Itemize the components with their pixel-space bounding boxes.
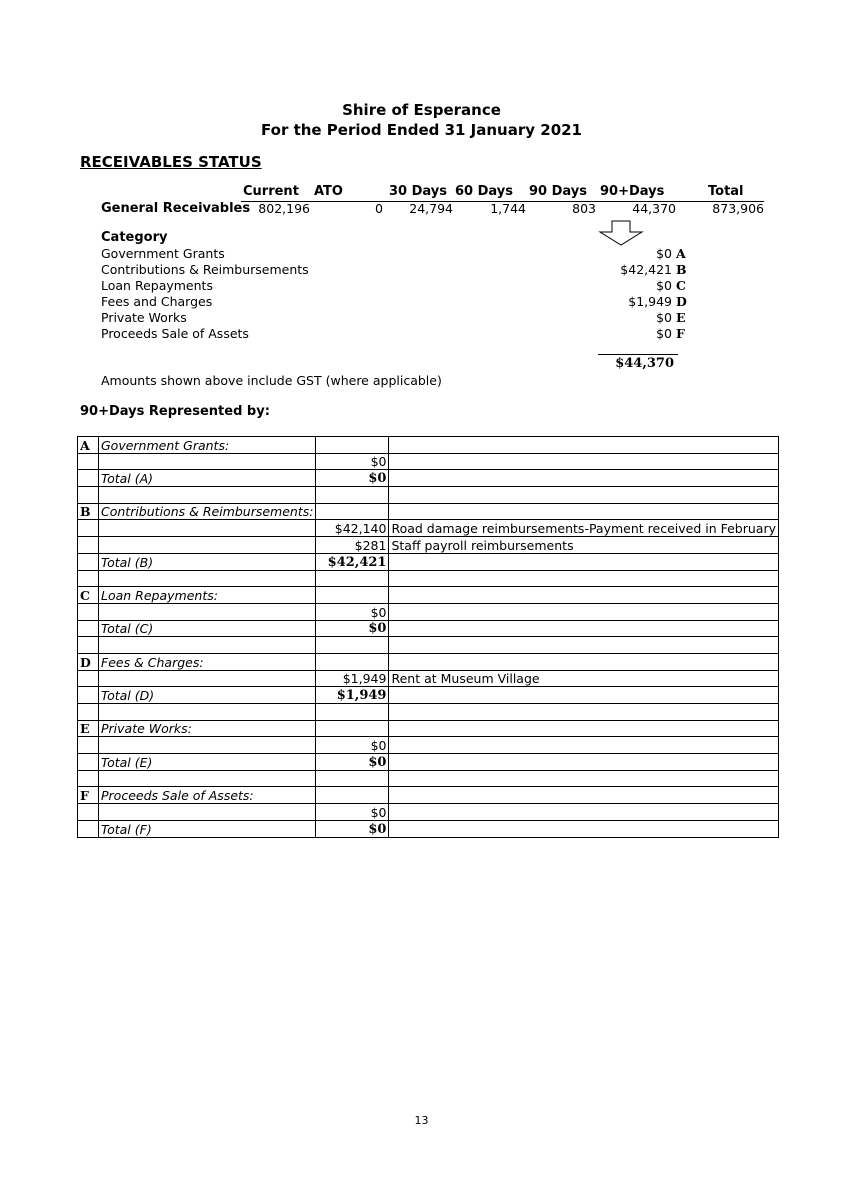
group-letter: F: [78, 787, 99, 804]
category-letter: D: [676, 294, 687, 309]
group-letter: A: [78, 437, 99, 454]
gst-note: Amounts shown above include GST (where applicable): [101, 373, 442, 388]
line-comment: [389, 737, 779, 754]
empty-cell: [78, 603, 99, 620]
group-total-label: Total (E): [99, 754, 316, 771]
category-letter: E: [676, 310, 686, 325]
empty-cell: [389, 653, 779, 670]
empty-cell: [389, 487, 779, 504]
line-comment: Road damage reimbursements-Payment received in February: [389, 520, 779, 537]
group-total-amount: $0: [316, 754, 389, 771]
header-total: Total: [708, 184, 744, 199]
category-total-line: [598, 354, 678, 355]
group-title-row: [78, 653, 779, 670]
group-total-row: [78, 620, 779, 637]
empty-cell: [316, 437, 389, 454]
empty-cell: [78, 537, 99, 554]
empty-cell: [99, 603, 316, 620]
empty-cell: [389, 820, 779, 837]
category-label: Proceeds Sale of Assets: [101, 326, 249, 341]
down-arrow-icon: [598, 220, 644, 246]
group-title: Proceeds Sale of Assets:: [99, 787, 316, 804]
empty-cell: [316, 503, 389, 520]
empty-cell: [78, 453, 99, 470]
empty-cell: [389, 503, 779, 520]
header-ato: ATO: [314, 184, 343, 199]
category-letter: A: [676, 246, 686, 261]
empty-cell: [78, 620, 99, 637]
line-amount: $42,140: [316, 520, 389, 537]
empty-cell: [316, 770, 389, 787]
header-90-days: 90 Days: [529, 184, 587, 199]
empty-cell: [316, 587, 389, 604]
empty-cell: [389, 787, 779, 804]
category-letter: F: [676, 326, 685, 341]
category-label: Contributions & Reimbursements: [101, 262, 309, 277]
group-total-row: [78, 820, 779, 837]
category-amount: $42,421: [620, 262, 672, 277]
org-title: Shire of Esperance: [342, 101, 501, 119]
empty-cell: [389, 754, 779, 771]
empty-cell: [99, 737, 316, 754]
empty-cell: [78, 470, 99, 487]
table-row: [78, 804, 779, 821]
empty-cell: [316, 570, 389, 587]
group-letter: C: [78, 587, 99, 604]
empty-cell: [78, 754, 99, 771]
page-number: 13: [414, 1114, 429, 1127]
empty-cell: [99, 487, 316, 504]
section-title: RECEIVABLES STATUS: [80, 153, 262, 171]
group-total-amount: $0: [316, 470, 389, 487]
value-90-plus-days: 44,370: [632, 201, 676, 216]
line-comment: Staff payroll reimbursements: [389, 537, 779, 554]
value-current: 802,196: [258, 201, 310, 216]
group-total-row: [78, 470, 779, 487]
empty-cell: [99, 570, 316, 587]
table-row: [78, 537, 779, 554]
category-amount: $0: [656, 278, 672, 293]
empty-cell: [389, 553, 779, 570]
empty-cell: [99, 670, 316, 687]
line-amount: $0: [316, 453, 389, 470]
line-amount: $0: [316, 603, 389, 620]
empty-cell: [316, 787, 389, 804]
category-amount: $1,949: [628, 294, 672, 309]
group-letter: D: [78, 653, 99, 670]
general-receivables-label: General Receivables: [101, 201, 251, 216]
empty-cell: [78, 487, 99, 504]
empty-cell: [78, 553, 99, 570]
line-amount: $0: [316, 737, 389, 754]
line-comment: [389, 804, 779, 821]
empty-cell: [316, 704, 389, 721]
category-total: $44,370: [615, 356, 674, 371]
table-row: [78, 520, 779, 537]
table-row: [78, 603, 779, 620]
empty-cell: [78, 770, 99, 787]
empty-cell: [78, 704, 99, 721]
table-row: [78, 737, 779, 754]
empty-cell: [389, 637, 779, 654]
group-letter: B: [78, 503, 99, 520]
empty-cell: [78, 670, 99, 687]
category-amount: $0: [656, 326, 672, 341]
category-letter: B: [676, 262, 687, 277]
group-total-label: Total (C): [99, 620, 316, 637]
empty-cell: [78, 737, 99, 754]
empty-cell: [99, 637, 316, 654]
group-total-label: Total (D): [99, 687, 316, 704]
group-total-amount: $0: [316, 820, 389, 837]
value-90-days: 803: [572, 201, 596, 216]
category-label: Loan Repayments: [101, 278, 213, 293]
empty-cell: [78, 687, 99, 704]
empty-cell: [389, 620, 779, 637]
spacer-row: [78, 704, 779, 721]
spacer-row: [78, 487, 779, 504]
group-title-row: [78, 503, 779, 520]
empty-cell: [78, 804, 99, 821]
header-60-days: 60 Days: [455, 184, 513, 199]
group-title: Loan Repayments:: [99, 587, 316, 604]
group-title-row: [78, 587, 779, 604]
group-total-amount: $0: [316, 620, 389, 637]
table-row: [78, 453, 779, 470]
category-label: Fees and Charges: [101, 294, 213, 309]
table-row: [78, 670, 779, 687]
detail-heading: 90+Days Represented by:: [80, 404, 270, 419]
group-title: Private Works:: [99, 720, 316, 737]
empty-cell: [316, 637, 389, 654]
group-total-row: [78, 553, 779, 570]
group-title: Fees & Charges:: [99, 653, 316, 670]
spacer-row: [78, 637, 779, 654]
group-title-row: [78, 787, 779, 804]
group-title: Government Grants:: [99, 437, 316, 454]
empty-cell: [99, 453, 316, 470]
empty-cell: [99, 520, 316, 537]
empty-cell: [99, 537, 316, 554]
group-total-label: Total (A): [99, 470, 316, 487]
empty-cell: [389, 570, 779, 587]
header-90-plus-days: 90+Days: [600, 184, 665, 199]
header-30-days: 30 Days: [389, 184, 447, 199]
group-total-row: [78, 754, 779, 771]
category-label: Government Grants: [101, 246, 225, 261]
period-title: For the Period Ended 31 January 2021: [261, 121, 582, 139]
category-amount: $0: [656, 246, 672, 261]
empty-cell: [389, 704, 779, 721]
empty-cell: [78, 570, 99, 587]
empty-cell: [78, 820, 99, 837]
detail-table: [77, 436, 779, 838]
group-title-row: [78, 720, 779, 737]
empty-cell: [389, 720, 779, 737]
group-total-amount: $42,421: [316, 553, 389, 570]
empty-cell: [316, 487, 389, 504]
empty-cell: [78, 520, 99, 537]
line-amount: $1,949: [316, 670, 389, 687]
line-amount: $0: [316, 804, 389, 821]
group-title-row: [78, 437, 779, 454]
category-amount: $0: [656, 310, 672, 325]
empty-cell: [316, 653, 389, 670]
group-title: Contributions & Reimbursements:: [99, 503, 316, 520]
empty-cell: [389, 470, 779, 487]
line-comment: [389, 453, 779, 470]
empty-cell: [389, 770, 779, 787]
group-total-amount: $1,949: [316, 687, 389, 704]
empty-cell: [389, 437, 779, 454]
empty-cell: [99, 704, 316, 721]
spacer-row: [78, 570, 779, 587]
empty-cell: [99, 804, 316, 821]
group-total-row: [78, 687, 779, 704]
empty-cell: [389, 687, 779, 704]
value-30-days: 24,794: [409, 201, 453, 216]
header-current: Current: [243, 184, 299, 199]
category-label: Private Works: [101, 310, 187, 325]
group-total-label: Total (F): [99, 820, 316, 837]
value-60-days: 1,744: [490, 201, 526, 216]
empty-cell: [316, 720, 389, 737]
group-total-label: Total (B): [99, 553, 316, 570]
line-comment: Rent at Museum Village: [389, 670, 779, 687]
line-amount: $281: [316, 537, 389, 554]
value-total: 873,906: [712, 201, 764, 216]
empty-cell: [78, 637, 99, 654]
spacer-row: [78, 770, 779, 787]
empty-cell: [389, 587, 779, 604]
category-letter: C: [676, 278, 686, 293]
category-heading: Category: [101, 230, 168, 245]
empty-cell: [99, 770, 316, 787]
group-letter: E: [78, 720, 99, 737]
value-ato: 0: [375, 201, 383, 216]
line-comment: [389, 603, 779, 620]
